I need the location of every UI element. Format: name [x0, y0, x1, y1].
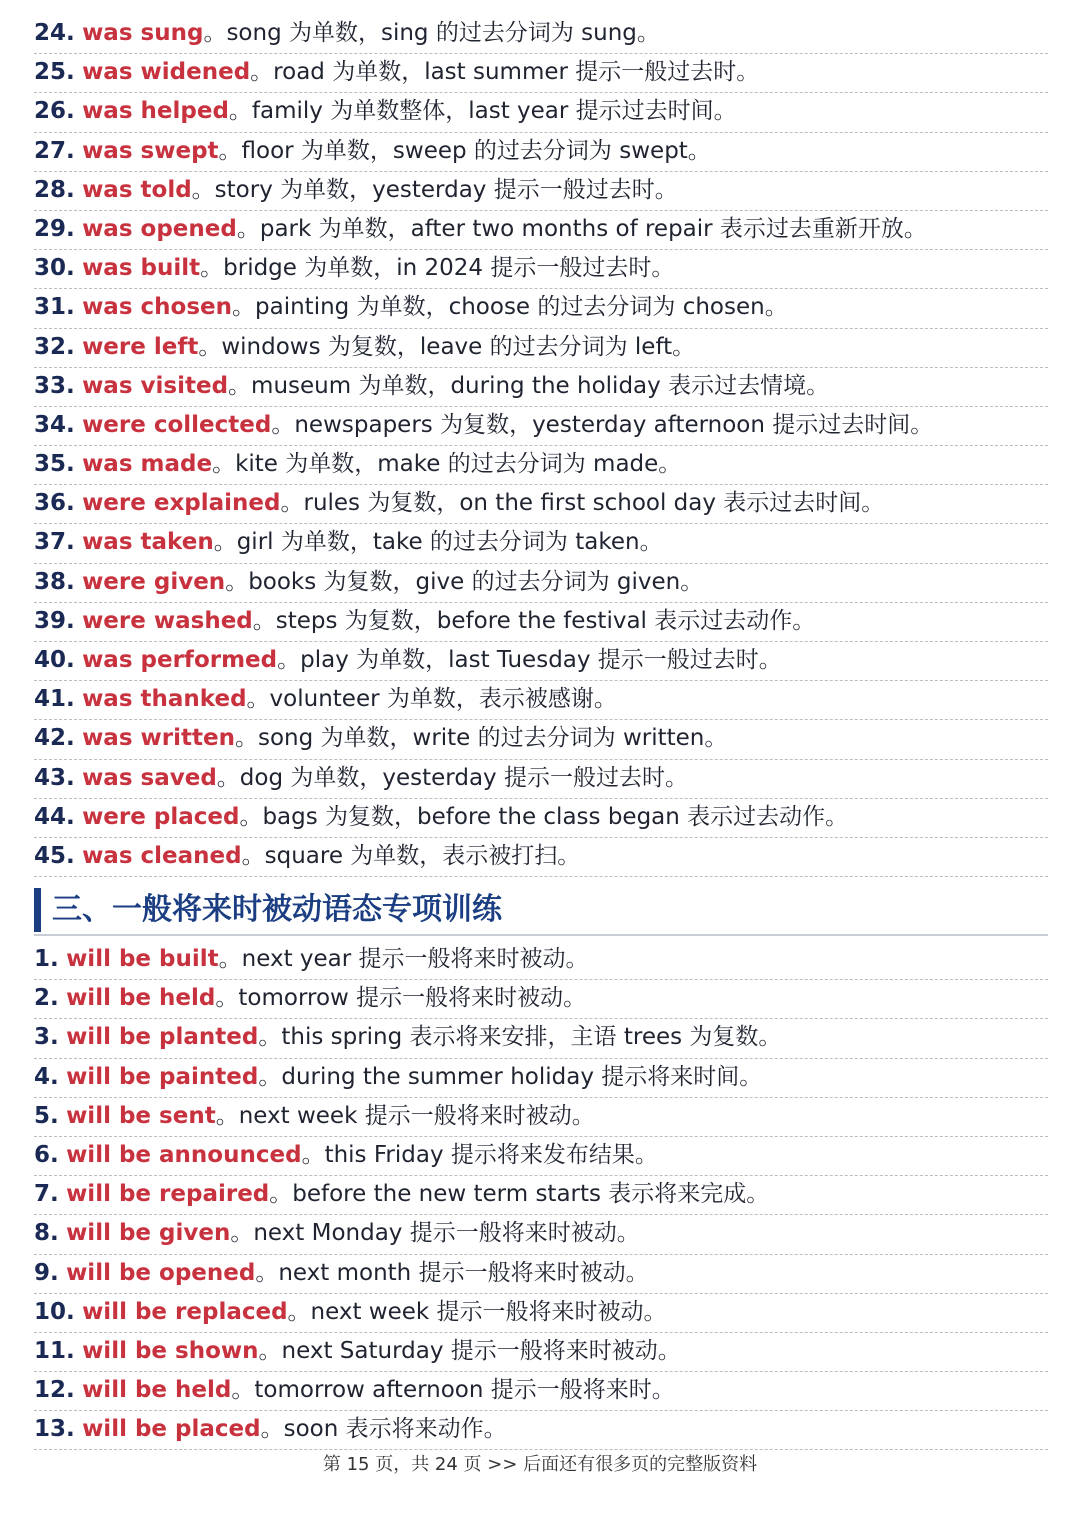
answer-text: was cleaned: [82, 842, 242, 869]
answer-number: 42.: [34, 725, 75, 752]
answer-row: [34, 720, 1048, 759]
answer-row: [34, 54, 1048, 93]
answer-row: [34, 681, 1048, 720]
answer-text: was made: [82, 451, 213, 478]
answer-text: will be painted: [66, 1063, 259, 1090]
answer-row: [34, 524, 1048, 563]
answer-explanation: 。square 为单数，表示被打扫。: [241, 842, 581, 869]
answer-number: 26.: [34, 98, 75, 125]
answer-explanation: 。museum 为单数，during the holiday 表示过去情境。: [228, 372, 830, 399]
answer-explanation: 。road 为单数，last summer 提示一般过去时。: [250, 59, 760, 86]
answer-number: 8.: [34, 1220, 59, 1247]
answer-text: will be repaired: [66, 1181, 270, 1208]
answer-explanation: 。song 为单数，write 的过去分词为 written。: [234, 725, 728, 752]
answer-text: will be built: [66, 946, 219, 972]
answer-number: 45.: [34, 842, 75, 869]
answer-text: was told: [82, 176, 192, 203]
answer-explanation: 。windows 为复数，leave 的过去分词为 left。: [198, 333, 696, 360]
answer-text: was opened: [82, 215, 237, 242]
answer-number: 10.: [34, 1298, 75, 1325]
answer-number: 4.: [34, 1063, 59, 1090]
answer-explanation: 。next Saturday 提示一般将来时被动。: [258, 1337, 681, 1364]
answer-row: [34, 838, 1048, 877]
answer-explanation: 。next month 提示一般将来时被动。: [255, 1259, 649, 1286]
answer-explanation: 。tomorrow afternoon 提示一般将来时。: [231, 1377, 675, 1404]
answer-explanation: 。dog 为单数，yesterday 提示一般过去时。: [216, 764, 688, 791]
answer-text: was written: [82, 725, 235, 752]
answer-row: [34, 329, 1048, 368]
answer-row: [34, 407, 1048, 446]
answer-number: 3.: [34, 1024, 59, 1051]
answer-explanation: 。park 为单数，after two months of repair 表示过去重新开放。: [236, 215, 927, 242]
answer-row: [34, 93, 1048, 132]
answer-row: [34, 1019, 1048, 1058]
answer-number: 33.: [34, 372, 75, 399]
answer-number: 43.: [34, 764, 75, 791]
answer-row: [34, 446, 1048, 485]
answer-explanation: 。story 为单数，yesterday 提示一般过去时。: [191, 176, 678, 203]
answer-number: 2.: [34, 985, 59, 1012]
section-accent-bar: [34, 888, 41, 932]
answer-text: were placed: [82, 803, 240, 830]
answer-row: [34, 941, 1048, 980]
answer-explanation: 。rules 为复数，on the first school day 表示过去时间。: [280, 490, 885, 517]
answer-row: [34, 250, 1048, 289]
answer-text: will be held: [66, 985, 216, 1012]
answer-row: [34, 1294, 1048, 1333]
answer-number: 9.: [34, 1259, 59, 1286]
answer-row: [34, 211, 1048, 250]
answer-explanation: 。floor 为单数，sweep 的过去分词为 swept。: [218, 137, 711, 164]
answer-row: [34, 289, 1048, 328]
answer-text: was performed: [82, 647, 278, 673]
answer-text: was visited: [82, 372, 229, 399]
answer-number: 35.: [34, 451, 75, 478]
answer-row: [34, 1137, 1048, 1176]
answer-number: 6.: [34, 1141, 59, 1168]
answer-number: 41.: [34, 686, 75, 713]
answer-explanation: 。next Monday 提示一般将来时被动。: [230, 1220, 640, 1247]
answer-explanation: 。before the new term starts 表示将来完成。: [269, 1181, 770, 1208]
answer-text: will be placed: [82, 1416, 261, 1443]
answer-text: was saved: [82, 764, 217, 791]
section-title: 三、一般将来时被动语态专项训练: [52, 892, 502, 927]
answer-text: were given: [82, 568, 226, 595]
answer-text: will be shown: [82, 1337, 259, 1364]
answer-text: was widened: [82, 59, 251, 86]
answer-number: 39.: [34, 607, 75, 634]
answer-number: 31.: [34, 294, 75, 321]
answer-explanation: 。girl 为单数，take 的过去分词为 taken。: [213, 529, 663, 556]
answer-row: [34, 1372, 1048, 1411]
section-heading: [34, 884, 1048, 936]
answer-number: 40.: [34, 647, 75, 673]
answer-row: [34, 172, 1048, 211]
answer-explanation: 。next week 提示一般将来时被动。: [215, 1102, 595, 1129]
answer-text: was built: [82, 255, 201, 282]
answer-text: was thanked: [82, 686, 247, 713]
answer-text: will be held: [82, 1377, 232, 1404]
answer-number: 5.: [34, 1102, 59, 1129]
answer-explanation: 。this Friday 提示将来发布结果。: [301, 1141, 658, 1168]
answer-explanation: 。bridge 为单数，in 2024 提示一般过去时。: [200, 255, 675, 282]
answer-text: will be sent: [66, 1102, 216, 1129]
answer-row: [34, 1176, 1048, 1215]
answer-number: 7.: [34, 1181, 59, 1208]
answer-explanation: 。family 为单数整体，last year 提示过去时间。: [228, 98, 737, 125]
answer-explanation: 。song 为单数，sing 的过去分词为 sung。: [203, 20, 660, 46]
answer-row: [34, 1098, 1048, 1137]
answer-row: [34, 1215, 1048, 1254]
answer-number: 44.: [34, 803, 75, 830]
answer-text: will be given: [66, 1220, 231, 1247]
answer-explanation: 。next year 提示一般将来时被动。: [218, 946, 589, 972]
answer-row: [34, 642, 1048, 681]
answer-text: will be planted: [66, 1024, 259, 1051]
answer-list-past-passive: [34, 15, 1048, 877]
answer-number: 38.: [34, 568, 75, 595]
answer-row: [34, 1255, 1048, 1294]
answer-row: [34, 368, 1048, 407]
answer-number: 24.: [34, 20, 75, 46]
answer-row: [34, 1333, 1048, 1372]
answer-text: were collected: [82, 411, 272, 438]
answer-explanation: 。kite 为单数，make 的过去分词为 made。: [212, 451, 682, 478]
answer-number: 13.: [34, 1416, 75, 1443]
answer-number: 11.: [34, 1337, 75, 1364]
page-footer: 第 15 页，共 24 页 >> 后面还有很多页的完整版资料: [322, 1454, 758, 1475]
answer-explanation: 。this spring 表示将来安排，主语 trees 为复数。: [258, 1024, 782, 1051]
answer-text: were washed: [82, 607, 253, 634]
answer-explanation: 。bags 为复数，before the class began 表示过去动作。: [239, 803, 849, 830]
answer-row: [34, 1059, 1048, 1098]
answer-row: [34, 760, 1048, 799]
answer-row: [34, 133, 1048, 172]
answer-text: were left: [82, 333, 199, 360]
answer-number: 34.: [34, 411, 75, 438]
answer-explanation: 。during the summer holiday 提示将来时间。: [258, 1063, 763, 1090]
answer-number: 1.: [34, 946, 59, 972]
answer-text: will be replaced: [82, 1298, 288, 1325]
answer-text: was chosen: [82, 294, 233, 321]
answer-explanation: 。soon 表示将来动作。: [260, 1416, 507, 1443]
answer-text: will be announced: [66, 1141, 302, 1168]
answer-number: 27.: [34, 137, 75, 164]
answer-number: 36.: [34, 490, 75, 517]
answer-row: [34, 564, 1048, 603]
answer-row: [34, 485, 1048, 524]
answer-explanation: 。books 为复数，give 的过去分词为 given。: [225, 568, 704, 595]
answer-row: [34, 980, 1048, 1019]
answer-list-future-passive: [34, 941, 1048, 1450]
answer-explanation: 。steps 为复数，before the festival 表示过去动作。: [252, 607, 816, 634]
answer-row: [34, 15, 1048, 54]
answer-text: was helped: [82, 98, 229, 125]
answer-explanation: 。painting 为单数，choose 的过去分词为 chosen。: [232, 294, 788, 321]
answer-number: 37.: [34, 529, 75, 556]
answer-row: [34, 603, 1048, 642]
answer-explanation: 。newspapers 为复数，yesterday afternoon 提示过去时间。: [271, 411, 934, 438]
answer-text: will be opened: [66, 1259, 256, 1286]
answer-text: was taken: [82, 529, 214, 556]
answer-number: 25.: [34, 59, 75, 86]
answer-text: was swept: [82, 137, 219, 164]
answer-number: 32.: [34, 333, 75, 360]
answer-row: [34, 799, 1048, 838]
answer-explanation: 。volunteer 为单数，表示被感谢。: [246, 686, 617, 713]
answer-explanation: 。play 为单数，last Tuesday 提示一般过去时。: [277, 647, 782, 673]
answer-explanation: 。tomorrow 提示一般将来时被动。: [215, 985, 587, 1012]
answer-explanation: 。next week 提示一般将来时被动。: [287, 1298, 667, 1325]
answer-number: 28.: [34, 176, 75, 203]
answer-number: 29.: [34, 215, 75, 242]
answer-number: 12.: [34, 1377, 75, 1404]
answer-row: [34, 1411, 1048, 1450]
answer-text: were explained: [82, 490, 281, 517]
answer-text: was sung: [82, 20, 204, 46]
answer-number: 30.: [34, 255, 75, 282]
